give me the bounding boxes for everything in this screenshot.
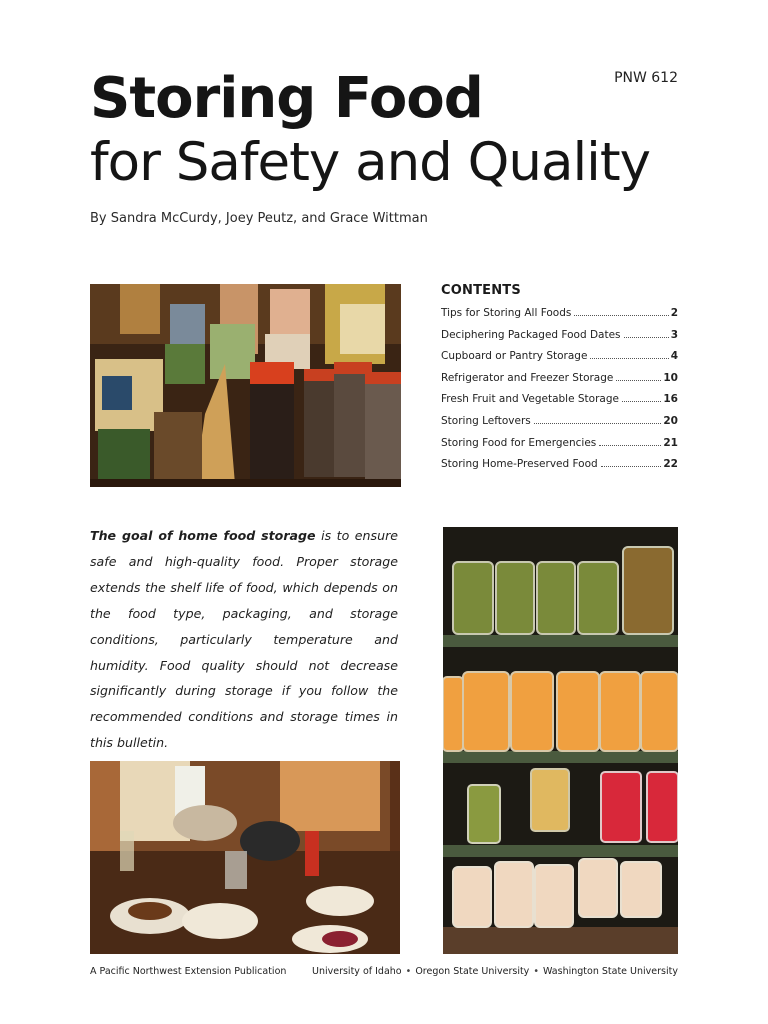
toc-item-title: Cupboard or Pantry Storage <box>441 350 588 363</box>
toc-item[interactable] <box>441 415 678 437</box>
toc-item-page: 16 <box>663 393 678 406</box>
toc-item[interactable] <box>441 437 678 459</box>
toc-item[interactable] <box>441 393 678 415</box>
toc-item-page: 4 <box>670 350 678 363</box>
toc-item[interactable] <box>441 372 678 394</box>
toc-leader <box>574 315 668 316</box>
footer-university: Oregon State University <box>415 966 530 977</box>
toc-item[interactable] <box>441 458 678 480</box>
title-line-2: for Safety and Quality <box>90 132 651 193</box>
toc-leader <box>534 423 662 424</box>
pantry-photo <box>90 284 401 487</box>
table-of-contents <box>441 283 678 480</box>
footer-publication: A Pacific Northwest Extension Publication <box>90 966 287 977</box>
canned-jars-photo <box>443 527 678 954</box>
toc-item-page: 2 <box>670 307 678 319</box>
toc-leader <box>622 401 661 402</box>
toc-leader <box>624 337 669 338</box>
toc-leader <box>590 358 668 359</box>
toc-item-page: 22 <box>663 458 678 471</box>
footer-university: Washington State University <box>543 966 678 977</box>
publication-number: PNW 612 <box>614 70 678 86</box>
toc-leader <box>601 466 662 467</box>
toc-item-title: Storing Food for Emergencies <box>441 436 597 449</box>
toc-item[interactable] <box>441 350 678 372</box>
toc-item-title: Storing Home-Preserved Food <box>441 458 598 471</box>
toc-item-page: 21 <box>663 436 678 449</box>
toc-item-title: Tips for Storing All Foods <box>441 307 572 319</box>
toc-item[interactable] <box>441 307 678 329</box>
intro-paragraph <box>90 523 398 756</box>
footer-universities <box>312 966 678 977</box>
contents-heading: CONTENTS <box>441 283 521 298</box>
toc-item-page: 10 <box>663 371 678 384</box>
toc-leader <box>599 445 661 446</box>
toc-item-page: 20 <box>663 414 678 427</box>
intro-body: is to ensure safe and high-quality food. Proper storage extends the shelf life of food, which depends on the food type, packaging, and storage conditions, particularly temperature and humidity. Food quality should not decrease significantly during storage if you follow the recommended conditions and storage times in this bulletin. <box>90 528 398 751</box>
toc-item-title: Storing Leftovers <box>441 414 531 427</box>
toc-item[interactable] <box>441 329 678 351</box>
toc-leader <box>616 380 661 381</box>
toc-item-title: Deciphering Packaged Food Dates <box>441 328 621 341</box>
title-line-1: Storing Food <box>90 66 483 131</box>
footer-separator: • <box>405 966 412 977</box>
dinner-table-photo <box>90 761 400 954</box>
toc-item-title: Fresh Fruit and Vegetable Storage <box>441 393 619 406</box>
byline: By Sandra McCurdy, Joey Peutz, and Grace Wittman <box>90 211 428 226</box>
toc-item-page: 3 <box>670 328 678 341</box>
intro-lead: The goal of home food storage <box>90 528 316 543</box>
footer-university: University of Idaho <box>312 966 402 977</box>
toc-item-title: Refrigerator and Freezer Storage <box>441 371 614 384</box>
footer-separator: • <box>533 966 539 977</box>
